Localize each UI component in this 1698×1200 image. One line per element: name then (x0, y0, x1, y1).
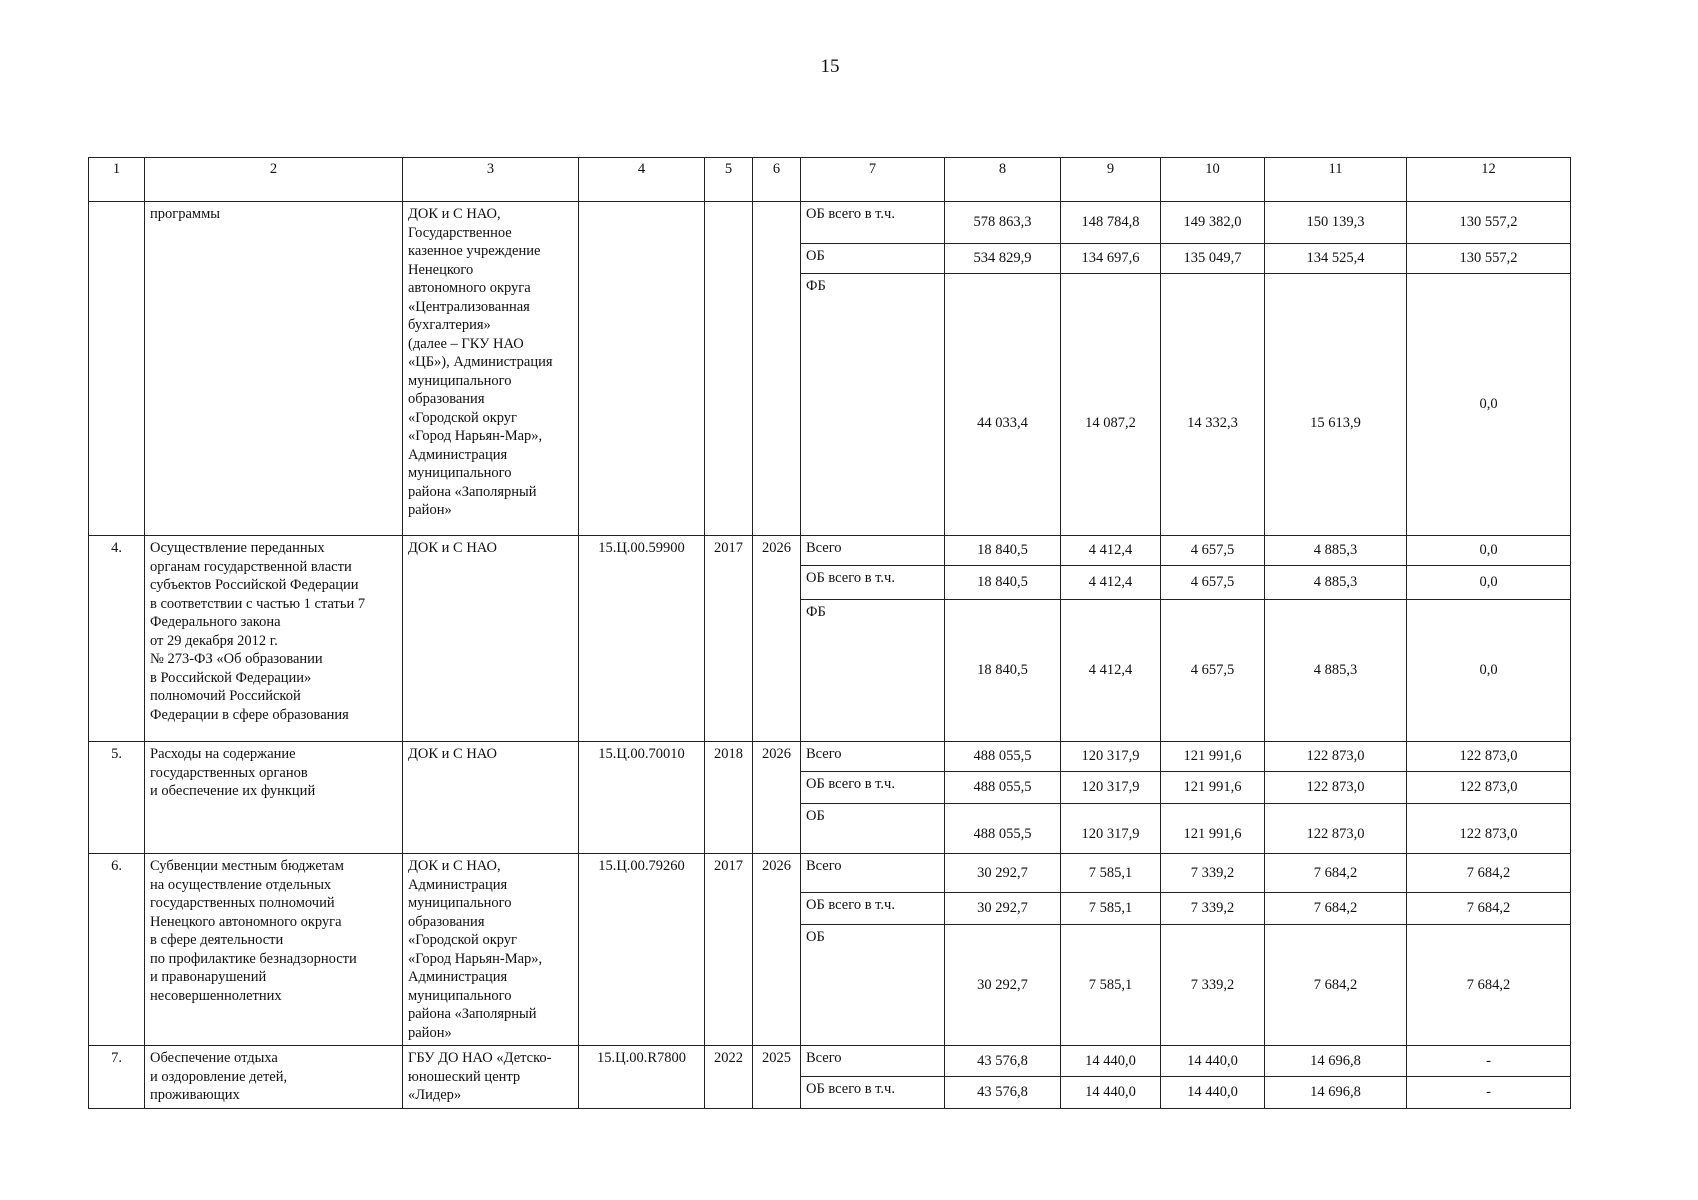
measure-name: Субвенции местным бюджетам на осуществление отдельных государственных полномочий Ненецкого автономного округа в сфере деятельности по профилактике безнадзорности и правонарушений несовершеннолетних (145, 854, 403, 1046)
measure-name: Обеспечение отдыха и оздоровление детей, проживающих (145, 1046, 403, 1109)
value-year: 122 873,0 (1407, 804, 1571, 854)
value-year: 7 339,2 (1161, 925, 1265, 1046)
funding-source: ОБ всего в т.ч. (801, 772, 945, 804)
measure-name: Расходы на содержание государственных органов и обеспечение их функций (145, 742, 403, 854)
value-year: 0,0 (1407, 600, 1571, 742)
value-year: 14 087,2 (1061, 274, 1161, 536)
row-number (89, 202, 145, 536)
value-year: 7 339,2 (1161, 892, 1265, 925)
value-total: 488 055,5 (945, 742, 1061, 772)
value-total: 578 863,3 (945, 202, 1061, 244)
start-year: 2022 (705, 1046, 753, 1109)
value-year: 0,0 (1407, 536, 1571, 566)
executor: ДОК и С НАО, Государственное казенное учреждение Ненецкого автономного округа «Централизованная бухгалтерия» (далее – ГКУ НАО «ЦБ»), Администрация муниципального образования «Городской округ «Город Нарьян-Мар», Администрация муниципального районa «Заполярный район» (403, 202, 579, 536)
end-year: 2026 (753, 536, 801, 742)
value-year: 120 317,9 (1061, 804, 1161, 854)
end-year: 2026 (753, 742, 801, 854)
row-number: 5. (89, 742, 145, 854)
table-row (89, 536, 1571, 566)
value-year: 121 991,6 (1161, 804, 1265, 854)
value-year: 135 049,7 (1161, 244, 1265, 274)
value-year: - (1407, 1077, 1571, 1108)
value-year: 130 557,2 (1407, 202, 1571, 244)
value-total: 30 292,7 (945, 892, 1061, 925)
funding-source: ОБ всего в т.ч. (801, 566, 945, 600)
executor: ДОК и С НАО, Администрация муниципального образования «Городской округ «Город Нарьян-Мар», Администрация муниципального района «Заполярный район» (403, 854, 579, 1046)
value-year: 14 440,0 (1161, 1046, 1265, 1077)
funding-source: ОБ (801, 244, 945, 274)
table-row (89, 202, 1571, 244)
value-year: 148 784,8 (1061, 202, 1161, 244)
value-year: 7 585,1 (1061, 892, 1161, 925)
executor: ДОК и С НАО (403, 536, 579, 742)
value-year: 14 440,0 (1161, 1077, 1265, 1108)
value-year: 150 139,3 (1265, 202, 1407, 244)
column-number: 12 (1407, 158, 1571, 202)
funding-source: ОБ (801, 804, 945, 854)
budget-code: 15.Ц.00.59900 (579, 536, 705, 742)
value-year: 4 657,5 (1161, 566, 1265, 600)
value-year: 0,0 (1407, 274, 1571, 536)
measure-name: программы (145, 202, 403, 536)
value-total: 18 840,5 (945, 600, 1061, 742)
value-year: 14 696,8 (1265, 1046, 1407, 1077)
value-total: 488 055,5 (945, 804, 1061, 854)
value-year: 4 885,3 (1265, 600, 1407, 742)
value-year: 122 873,0 (1407, 772, 1571, 804)
measure-name: Осуществление переданных органам государственной власти субъектов Российской Федерации в соответствии с частью 1 статьи 7 Федерального закона от 29 декабря 2012 г. № 273-ФЗ «Об образовании в Российской Федерации» полномочий Российской Федерации в сфере образования (145, 536, 403, 742)
value-year: 14 440,0 (1061, 1077, 1161, 1108)
value-total: 534 829,9 (945, 244, 1061, 274)
budget-code: 15.Ц.00.R7800 (579, 1046, 705, 1109)
budget-code: 15.Ц.00.70010 (579, 742, 705, 854)
column-number-row (89, 158, 1571, 202)
column-number: 8 (945, 158, 1061, 202)
row-number: 6. (89, 854, 145, 1046)
value-year: 122 873,0 (1265, 804, 1407, 854)
value-total: 18 840,5 (945, 536, 1061, 566)
funding-source: ОБ всего в т.ч. (801, 1077, 945, 1108)
value-total: 488 055,5 (945, 772, 1061, 804)
value-year: 4 412,4 (1061, 566, 1161, 600)
funding-source: Всего (801, 536, 945, 566)
value-year: 4 885,3 (1265, 536, 1407, 566)
column-number: 3 (403, 158, 579, 202)
value-year: 4 412,4 (1061, 600, 1161, 742)
value-year: 130 557,2 (1407, 244, 1571, 274)
page-number: 15 (820, 56, 840, 77)
value-year: 4 657,5 (1161, 536, 1265, 566)
funding-source: ОБ всего в т.ч. (801, 202, 945, 244)
value-year: 7 684,2 (1407, 892, 1571, 925)
value-year: 7 339,2 (1161, 854, 1265, 893)
value-year: 14 696,8 (1265, 1077, 1407, 1108)
column-number: 6 (753, 158, 801, 202)
start-year: 2018 (705, 742, 753, 854)
value-total: 44 033,4 (945, 274, 1061, 536)
end-year (753, 202, 801, 536)
value-year: 14 440,0 (1061, 1046, 1161, 1077)
row-number: 7. (89, 1046, 145, 1109)
funding-source: ФБ (801, 600, 945, 742)
column-number: 2 (145, 158, 403, 202)
value-total: 30 292,7 (945, 925, 1061, 1046)
value-year: - (1407, 1046, 1571, 1077)
budget-code: 15.Ц.00.79260 (579, 854, 705, 1046)
value-year: 122 873,0 (1265, 742, 1407, 772)
value-year: 122 873,0 (1407, 742, 1571, 772)
funding-source: ОБ (801, 925, 945, 1046)
column-number: 10 (1161, 158, 1265, 202)
executor: ГБУ ДО НАО «Детско- юношеский центр «Лидер» (403, 1046, 579, 1109)
column-number: 5 (705, 158, 753, 202)
end-year: 2026 (753, 854, 801, 1046)
table-row (89, 854, 1571, 893)
funding-source: Всего (801, 1046, 945, 1077)
value-total: 18 840,5 (945, 566, 1061, 600)
column-number: 9 (1061, 158, 1161, 202)
start-year: 2017 (705, 536, 753, 742)
value-year: 122 873,0 (1265, 772, 1407, 804)
value-year: 7 684,2 (1407, 854, 1571, 893)
value-year: 134 697,6 (1061, 244, 1161, 274)
column-number: 11 (1265, 158, 1407, 202)
row-number: 4. (89, 536, 145, 742)
value-year: 7 684,2 (1265, 892, 1407, 925)
value-year: 0,0 (1407, 566, 1571, 600)
executor: ДОК и С НАО (403, 742, 579, 854)
value-year: 15 613,9 (1265, 274, 1407, 536)
start-year: 2017 (705, 854, 753, 1046)
value-year: 7 684,2 (1265, 854, 1407, 893)
value-year: 4 412,4 (1061, 536, 1161, 566)
table-row (89, 1046, 1571, 1077)
value-total: 30 292,7 (945, 854, 1061, 893)
table-row (89, 742, 1571, 772)
funding-source: ОБ всего в т.ч. (801, 892, 945, 925)
value-year: 120 317,9 (1061, 742, 1161, 772)
funding-source: Всего (801, 854, 945, 893)
start-year (705, 202, 753, 536)
column-number: 4 (579, 158, 705, 202)
column-number: 1 (89, 158, 145, 202)
value-year: 7 585,1 (1061, 925, 1161, 1046)
budget-table (88, 157, 1571, 1109)
value-year: 120 317,9 (1061, 772, 1161, 804)
value-year: 4 657,5 (1161, 600, 1265, 742)
value-year: 121 991,6 (1161, 742, 1265, 772)
value-year: 121 991,6 (1161, 772, 1265, 804)
funding-source: Всего (801, 742, 945, 772)
end-year: 2025 (753, 1046, 801, 1109)
value-total: 43 576,8 (945, 1046, 1061, 1077)
budget-code (579, 202, 705, 536)
value-year: 4 885,3 (1265, 566, 1407, 600)
value-year: 134 525,4 (1265, 244, 1407, 274)
value-year: 14 332,3 (1161, 274, 1265, 536)
value-year: 149 382,0 (1161, 202, 1265, 244)
value-total: 43 576,8 (945, 1077, 1061, 1108)
value-year: 7 684,2 (1265, 925, 1407, 1046)
funding-source: ФБ (801, 274, 945, 536)
value-year: 7 585,1 (1061, 854, 1161, 893)
value-year: 7 684,2 (1407, 925, 1571, 1046)
column-number: 7 (801, 158, 945, 202)
